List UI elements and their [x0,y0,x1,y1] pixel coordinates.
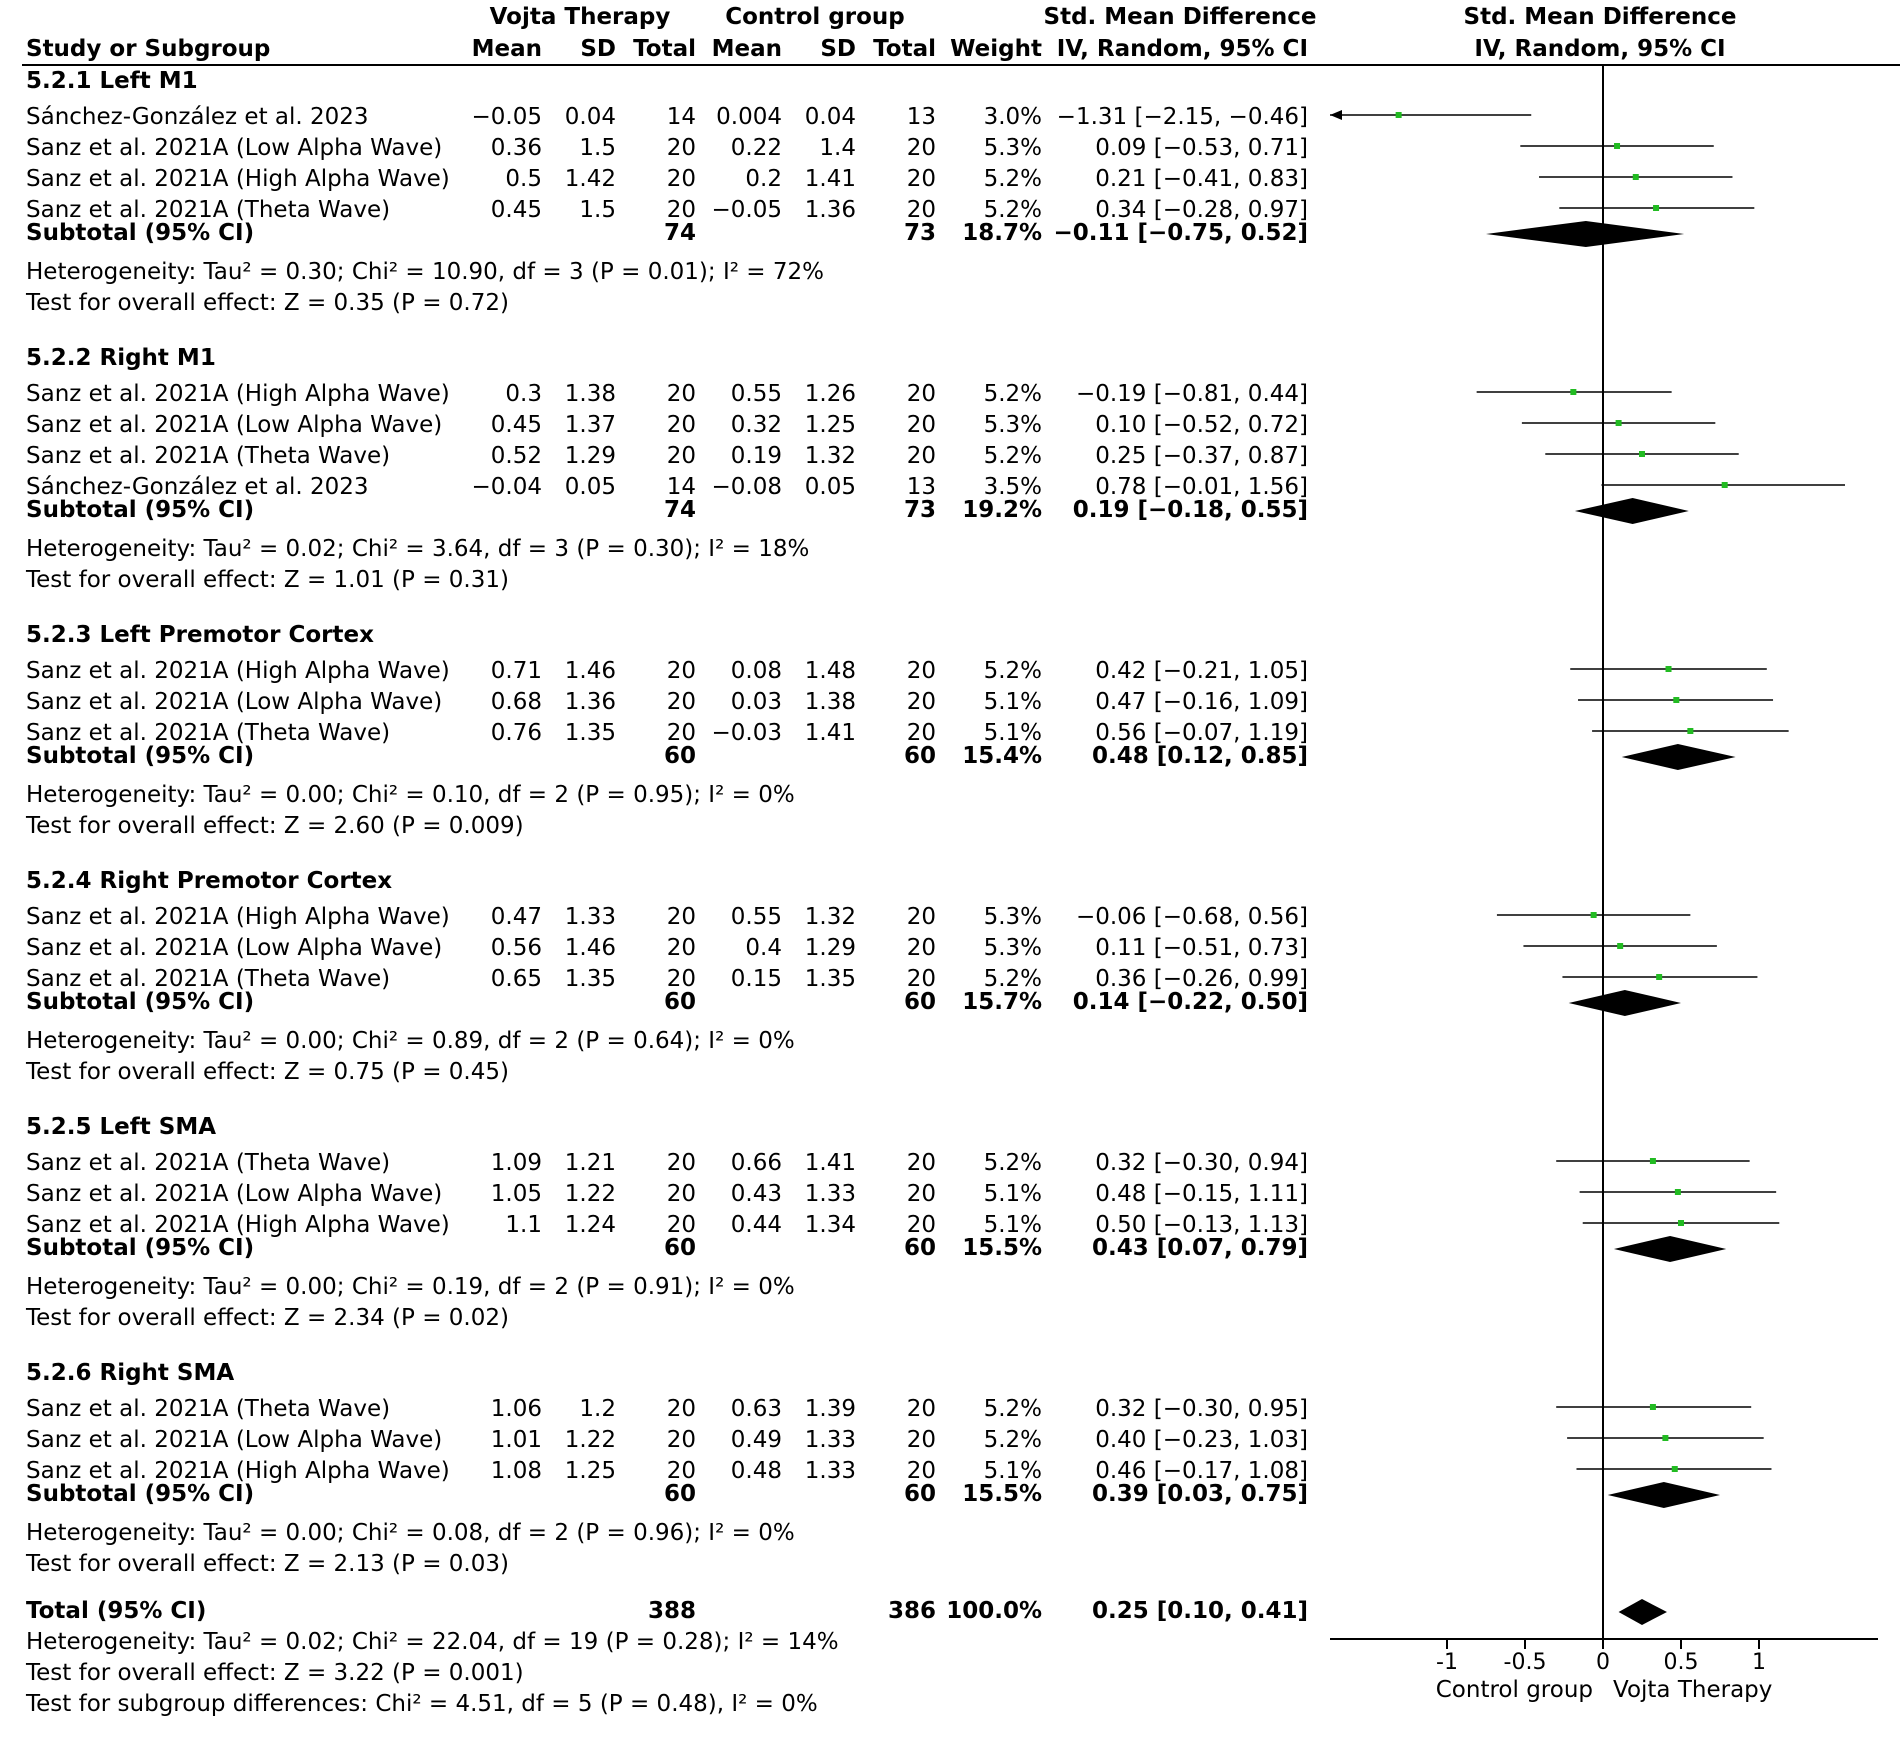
study-ci-text: 0.09 [−0.53, 0.71] [1095,135,1308,161]
study-n1: 20 [666,720,696,746]
study-sd1: 1.5 [579,135,616,161]
study-weight: 5.2% [983,1150,1042,1176]
study-n1: 20 [666,1427,696,1453]
study-sd2: 1.39 [804,1396,856,1422]
study-point [1614,143,1620,149]
subtotal-n1: 60 [663,743,696,769]
study-weight: 5.3% [983,412,1042,438]
header-sd1: SD [580,36,616,62]
study-ci-text: 0.40 [−0.23, 1.03] [1095,1427,1308,1453]
total-label: Total (95% CI) [26,1598,207,1624]
overall-effect-text: Test for overall effect: Z = 2.60 (P = 0.009) [26,813,524,839]
study-weight: 5.3% [983,935,1042,961]
study-ci-text: 0.25 [−0.37, 0.87] [1095,443,1308,469]
subtotal-n1: 60 [663,1481,696,1507]
study-weight: 5.2% [983,166,1042,192]
x-axis-label-right: Vojta Therapy [1613,1677,1773,1703]
total-overall-effect: Test for overall effect: Z = 3.22 (P = 0.001) [26,1660,524,1686]
study-sd1: 1.2 [579,1396,616,1422]
study-name: Sanz et al. 2021A (Low Alpha Wave) [26,935,443,961]
study-m1: 0.76 [490,720,542,746]
study-weight: 5.2% [983,966,1042,992]
study-m2: 0.63 [730,1396,782,1422]
total-diamond [1619,1599,1667,1625]
subtotal-ci: 0.39 [0.03, 0.75] [1091,1481,1308,1507]
study-sd2: 0.05 [804,474,856,500]
study-sd2: 1.33 [804,1458,856,1484]
study-weight: 5.2% [983,443,1042,469]
study-m1: 0.5 [505,166,542,192]
study-point [1650,1404,1656,1410]
subtotal-diamond [1622,744,1736,770]
subtotal-weight: 15.5% [962,1481,1042,1507]
study-sd1: 0.04 [564,104,616,130]
study-weight: 5.1% [983,1458,1042,1484]
study-n2: 20 [906,904,936,930]
study-weight: 5.2% [983,1427,1042,1453]
study-m1: −0.04 [471,474,542,500]
study-n2: 20 [906,1458,936,1484]
study-point [1675,1189,1681,1195]
study-weight: 5.3% [983,135,1042,161]
study-sd2: 1.26 [804,381,856,407]
study-weight: 3.5% [983,474,1042,500]
study-name: Sanz et al. 2021A (High Alpha Wave) [26,166,450,192]
study-n2: 20 [906,935,936,961]
study-point [1662,1435,1668,1441]
study-weight: 3.0% [983,104,1042,130]
header-group1: Vojta Therapy [489,4,671,30]
study-sd1: 1.35 [564,720,616,746]
study-m2: 0.03 [730,689,782,715]
study-ci-text: 0.42 [−0.21, 1.05] [1095,658,1308,684]
study-m2: 0.48 [730,1458,782,1484]
subtotal-diamond [1614,1236,1726,1262]
study-m2: 0.19 [730,443,782,469]
study-name: Sanz et al. 2021A (Theta Wave) [26,1396,391,1422]
study-n2: 20 [906,197,936,223]
subgroup-differences: Test for subgroup differences: Chi² = 4.51, df = 5 (P = 0.48), I² = 0% [26,1691,818,1717]
study-n2: 20 [906,720,936,746]
header-group2: Control group [725,4,905,30]
study-weight: 5.2% [983,1396,1042,1422]
study-m2: 0.66 [730,1150,782,1176]
study-sd2: 1.48 [804,658,856,684]
study-sd1: 1.21 [564,1150,616,1176]
study-m2: 0.49 [730,1427,782,1453]
study-n1: 20 [666,1396,696,1422]
study-sd2: 1.29 [804,935,856,961]
study-sd1: 1.24 [564,1212,616,1238]
subtotal-ci: −0.11 [−0.75, 0.52] [1053,220,1308,246]
subtotal-weight: 15.5% [962,1235,1042,1261]
study-ci-text: 0.32 [−0.30, 0.95] [1095,1396,1308,1422]
subtotal-weight: 15.4% [962,743,1042,769]
overall-effect-text: Test for overall effect: Z = 1.01 (P = 0.31) [26,567,509,593]
study-ci-text: −0.06 [−0.68, 0.56] [1075,904,1308,930]
study-m1: 0.56 [490,935,542,961]
study-m1: 0.36 [490,135,542,161]
study-n1: 20 [666,689,696,715]
subgroup-title: 5.2.6 Right SMA [26,1360,235,1386]
study-point [1672,1466,1678,1472]
study-sd2: 1.41 [804,720,856,746]
study-name: Sanz et al. 2021A (Theta Wave) [26,443,391,469]
heterogeneity-text: Heterogeneity: Tau² = 0.30; Chi² = 10.90, df = 3 (P = 0.01); I² = 72% [26,259,824,285]
study-sd1: 1.22 [564,1427,616,1453]
subgroup-title: 5.2.1 Left M1 [26,68,198,94]
study-point [1653,205,1659,211]
study-name: Sanz et al. 2021A (Low Alpha Wave) [26,412,443,438]
study-n1: 14 [666,474,696,500]
study-n1: 20 [666,1458,696,1484]
study-n2: 20 [906,166,936,192]
study-ci-text: 0.36 [−0.26, 0.99] [1095,966,1308,992]
study-name: Sanz et al. 2021A (Low Alpha Wave) [26,1181,443,1207]
study-n1: 20 [666,1212,696,1238]
subtotal-n2: 60 [903,743,936,769]
study-sd2: 1.32 [804,443,856,469]
study-ci-text: 0.21 [−0.41, 0.83] [1095,166,1308,192]
study-sd1: 1.35 [564,966,616,992]
subtotal-diamond [1575,498,1689,524]
subtotal-n2: 60 [903,1235,936,1261]
subtotal-label: Subtotal (95% CI) [26,989,255,1015]
subtotal-n2: 60 [903,1481,936,1507]
study-name: Sanz et al. 2021A (High Alpha Wave) [26,1212,450,1238]
study-point [1673,697,1679,703]
study-ci-text: 0.50 [−0.13, 1.13] [1095,1212,1308,1238]
study-weight: 5.3% [983,904,1042,930]
study-m1: 1.1 [505,1212,542,1238]
study-ci-text: 0.10 [−0.52, 0.72] [1095,412,1308,438]
x-axis-tick-label: -1 [1436,1650,1458,1675]
heterogeneity-text: Heterogeneity: Tau² = 0.02; Chi² = 3.64, df = 3 (P = 0.30); I² = 18% [26,536,810,562]
study-sd1: 1.36 [564,689,616,715]
study-m2: 0.4 [745,935,782,961]
header-total1: Total [633,36,696,62]
study-sd1: 1.37 [564,412,616,438]
study-name: Sánchez-González et al. 2023 [26,104,369,130]
study-m2: 0.44 [730,1212,782,1238]
study-weight: 5.1% [983,689,1042,715]
header-study-col: Study or Subgroup [26,36,271,62]
study-n1: 20 [666,1150,696,1176]
study-name: Sanz et al. 2021A (Low Alpha Wave) [26,135,443,161]
study-n2: 20 [906,381,936,407]
study-weight: 5.1% [983,1212,1042,1238]
x-axis-tick-label: -0.5 [1503,1650,1547,1675]
x-axis-tick-label: 0 [1596,1650,1610,1675]
study-n1: 20 [666,135,696,161]
study-sd1: 1.38 [564,381,616,407]
header-total2: Total [873,36,936,62]
subtotal-diamond [1486,221,1684,247]
study-sd2: 1.35 [804,966,856,992]
header-weight: Weight [950,36,1042,62]
study-name: Sanz et al. 2021A (Theta Wave) [26,197,391,223]
subtotal-weight: 15.7% [962,989,1042,1015]
x-axis-label-left: Control group [1435,1677,1593,1703]
study-ci-arrow [1330,110,1342,120]
study-name: Sanz et al. 2021A (Low Alpha Wave) [26,1427,443,1453]
study-ci-text: 0.34 [−0.28, 0.97] [1095,197,1308,223]
study-n1: 20 [666,197,696,223]
study-sd2: 1.32 [804,904,856,930]
study-m1: 1.08 [490,1458,542,1484]
study-point [1639,451,1645,457]
study-n2: 20 [906,658,936,684]
study-n1: 20 [666,966,696,992]
study-sd2: 1.36 [804,197,856,223]
study-n1: 20 [666,1181,696,1207]
study-n2: 20 [906,1150,936,1176]
study-ci-text: 0.32 [−0.30, 0.94] [1095,1150,1308,1176]
study-ci-text: 0.47 [−0.16, 1.09] [1095,689,1308,715]
subtotal-ci: 0.43 [0.07, 0.79] [1091,1235,1308,1261]
study-m1: 0.47 [490,904,542,930]
study-m1: 0.45 [490,197,542,223]
total-n2: 386 [887,1598,936,1624]
study-m2: 0.004 [716,104,782,130]
subtotal-n1: 60 [663,1235,696,1261]
study-m2: 0.15 [730,966,782,992]
study-n2: 20 [906,135,936,161]
subtotal-ci: 0.14 [−0.22, 0.50] [1072,989,1308,1015]
study-point [1722,482,1728,488]
study-ci-text: 0.56 [−0.07, 1.19] [1095,720,1308,746]
study-ci-text: 0.78 [−0.01, 1.56] [1095,474,1308,500]
header-sd2: SD [820,36,856,62]
subgroup-title: 5.2.5 Left SMA [26,1114,217,1140]
study-m2: 0.55 [730,381,782,407]
study-name: Sanz et al. 2021A (Theta Wave) [26,720,391,746]
study-point [1570,389,1576,395]
x-axis-tick-label: 0.5 [1663,1650,1699,1675]
subgroup-title: 5.2.2 Right M1 [26,345,216,371]
study-sd1: 0.05 [564,474,616,500]
subtotal-label: Subtotal (95% CI) [26,220,255,246]
study-sd1: 1.46 [564,935,616,961]
heterogeneity-text: Heterogeneity: Tau² = 0.00; Chi² = 0.89, df = 2 (P = 0.64); I² = 0% [26,1028,795,1054]
subtotal-ci: 0.19 [−0.18, 0.55] [1072,497,1308,523]
subtotal-diamond [1569,990,1681,1016]
study-sd2: 1.41 [804,1150,856,1176]
study-sd1: 1.33 [564,904,616,930]
heterogeneity-text: Heterogeneity: Tau² = 0.00; Chi² = 0.10, df = 2 (P = 0.95); I² = 0% [26,782,795,808]
study-sd1: 1.42 [564,166,616,192]
study-m1: −0.05 [471,104,542,130]
study-m1: 1.01 [490,1427,542,1453]
study-n1: 20 [666,935,696,961]
study-n1: 20 [666,904,696,930]
header-smd-plot: Std. Mean Difference [1463,4,1737,30]
subtotal-n1: 74 [663,220,696,246]
study-m2: −0.05 [711,197,782,223]
study-m1: 0.52 [490,443,542,469]
study-sd1: 1.22 [564,1181,616,1207]
study-m2: 0.22 [730,135,782,161]
study-m1: 1.05 [490,1181,542,1207]
total-heterogeneity: Heterogeneity: Tau² = 0.02; Chi² = 22.04, df = 19 (P = 0.28); I² = 14% [26,1629,839,1655]
subtotal-label: Subtotal (95% CI) [26,743,255,769]
study-weight: 5.2% [983,658,1042,684]
study-point [1617,943,1623,949]
subgroup-title: 5.2.3 Left Premotor Cortex [26,622,374,648]
study-sd1: 1.25 [564,1458,616,1484]
subtotal-n2: 73 [903,497,936,523]
study-m1: 1.09 [490,1150,542,1176]
study-n1: 20 [666,443,696,469]
study-n2: 13 [906,474,936,500]
study-name: Sanz et al. 2021A (High Alpha Wave) [26,904,450,930]
study-m1: 0.3 [505,381,542,407]
study-ci-text: 0.46 [−0.17, 1.08] [1095,1458,1308,1484]
study-ci-text: 0.11 [−0.51, 0.73] [1095,935,1308,961]
study-n2: 13 [906,104,936,130]
study-sd2: 0.04 [804,104,856,130]
study-name: Sanz et al. 2021A (Theta Wave) [26,966,391,992]
study-m2: 0.43 [730,1181,782,1207]
study-ci-text: 0.48 [−0.15, 1.11] [1095,1181,1308,1207]
heterogeneity-text: Heterogeneity: Tau² = 0.00; Chi² = 0.19, df = 2 (P = 0.91); I² = 0% [26,1274,795,1300]
study-n2: 20 [906,412,936,438]
subtotal-ci: 0.48 [0.12, 0.85] [1091,743,1308,769]
subtotal-label: Subtotal (95% CI) [26,1235,255,1261]
study-m2: 0.08 [730,658,782,684]
study-n2: 20 [906,1212,936,1238]
study-m1: 0.71 [490,658,542,684]
header-method-table: IV, Random, 95% CI [1056,36,1308,62]
study-point [1633,174,1639,180]
study-n2: 20 [906,966,936,992]
subtotal-weight: 18.7% [962,220,1042,246]
study-point [1687,728,1693,734]
study-weight: 5.2% [983,381,1042,407]
study-m1: 1.06 [490,1396,542,1422]
header-smd-table: Std. Mean Difference [1043,4,1317,30]
study-point [1656,974,1662,980]
subtotal-n2: 60 [903,989,936,1015]
study-m2: −0.08 [711,474,782,500]
study-n1: 20 [666,381,696,407]
study-m2: 0.32 [730,412,782,438]
study-n2: 20 [906,1181,936,1207]
overall-effect-text: Test for overall effect: Z = 2.34 (P = 0.02) [26,1305,509,1331]
study-point [1616,420,1622,426]
total-weight: 100.0% [946,1598,1042,1624]
overall-effect-text: Test for overall effect: Z = 0.35 (P = 0.72) [26,290,509,316]
subtotal-label: Subtotal (95% CI) [26,497,255,523]
header-method-plot: IV, Random, 95% CI [1474,36,1726,62]
header-mean1: Mean [471,36,542,62]
study-point [1650,1158,1656,1164]
study-m2: 0.2 [745,166,782,192]
study-name: Sanz et al. 2021A (High Alpha Wave) [26,658,450,684]
study-weight: 5.1% [983,720,1042,746]
subtotal-diamond [1608,1482,1720,1508]
heterogeneity-text: Heterogeneity: Tau² = 0.00; Chi² = 0.08, df = 2 (P = 0.96); I² = 0% [26,1520,795,1546]
total-ci: 0.25 [0.10, 0.41] [1091,1598,1308,1624]
study-n2: 20 [906,689,936,715]
study-point [1678,1220,1684,1226]
study-sd2: 1.33 [804,1427,856,1453]
subtotal-label: Subtotal (95% CI) [26,1481,255,1507]
study-sd2: 1.33 [804,1181,856,1207]
study-sd2: 1.34 [804,1212,856,1238]
study-point [1396,112,1402,118]
study-ci-text: −1.31 [−2.15, −0.46] [1056,104,1308,130]
study-m1: 0.68 [490,689,542,715]
study-sd2: 1.38 [804,689,856,715]
study-sd2: 1.41 [804,166,856,192]
study-n1: 14 [666,104,696,130]
study-name: Sanz et al. 2021A (High Alpha Wave) [26,381,450,407]
subtotal-weight: 19.2% [962,497,1042,523]
subtotal-n2: 73 [903,220,936,246]
study-m1: 0.45 [490,412,542,438]
subtotal-n1: 60 [663,989,696,1015]
study-n1: 20 [666,412,696,438]
study-name: Sanz et al. 2021A (Theta Wave) [26,1150,391,1176]
study-name: Sanz et al. 2021A (Low Alpha Wave) [26,689,443,715]
study-point [1666,666,1672,672]
study-n2: 20 [906,1396,936,1422]
header-mean2: Mean [711,36,782,62]
study-n2: 20 [906,1427,936,1453]
study-n2: 20 [906,443,936,469]
study-sd2: 1.4 [819,135,856,161]
study-sd2: 1.25 [804,412,856,438]
study-m2: 0.55 [730,904,782,930]
study-weight: 5.1% [983,1181,1042,1207]
study-n1: 20 [666,658,696,684]
study-point [1591,912,1597,918]
x-axis-tick-label: 1 [1752,1650,1766,1675]
subgroup-title: 5.2.4 Right Premotor Cortex [26,868,393,894]
study-sd1: 1.5 [579,197,616,223]
study-name: Sánchez-González et al. 2023 [26,474,369,500]
subtotal-n1: 74 [663,497,696,523]
study-m1: 0.65 [490,966,542,992]
overall-effect-text: Test for overall effect: Z = 0.75 (P = 0.45) [26,1059,509,1085]
study-n1: 20 [666,166,696,192]
study-sd1: 1.29 [564,443,616,469]
study-name: Sanz et al. 2021A (High Alpha Wave) [26,1458,450,1484]
study-ci-text: −0.19 [−0.81, 0.44] [1075,381,1308,407]
study-sd1: 1.46 [564,658,616,684]
study-weight: 5.2% [983,197,1042,223]
overall-effect-text: Test for overall effect: Z = 2.13 (P = 0.03) [26,1551,509,1577]
total-n1: 388 [647,1598,696,1624]
study-m2: −0.03 [711,720,782,746]
